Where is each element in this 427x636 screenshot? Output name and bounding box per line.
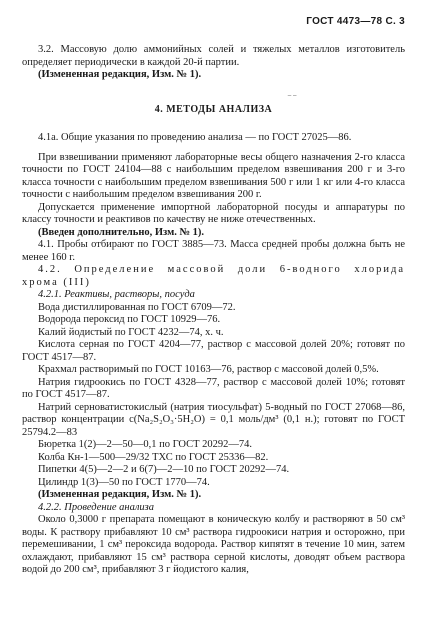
subsection-heading: 4.2. Определение массовой доли 6-водного хлорида хрома (III) [22,264,405,288]
section-title: 4. МЕТОДЫ АНАЛИЗА [154,103,273,115]
equipment-item: Бюретка 1(2)—2—50—0,1 по ГОСТ 20292—74. [38,439,253,450]
equipment-item: Колба Кн-1—500—29/32 ТХС по ГОСТ 25336—82. [38,451,269,463]
page-header: ГОСТ 4473—78 С. 3 [306,16,405,27]
reagent-item: Вода дистиллированная по ГОСТ 6709—72. [38,301,236,313]
reagent-item: Кислота серная по ГОСТ 4204—77, раствор с массовой долей 20%; готовят по ГОСТ 4517—87. [22,339,405,363]
paragraph: 4.1а. Общие указания по проведению анализа — по ГОСТ 27025—86. [38,132,352,143]
margin-mark: ‾ ‾ [288,95,297,105]
reagent-item: Крахмал растворимый по ГОСТ 10163—76, раствор с массовой долей 0,5%. [38,364,379,375]
paragraph: 4.1. Пробы отбирают по ГОСТ 3885—73. Масса средней пробы должна быть не менее 160 г. [22,239,405,263]
reagent-item: Калий йодистый по ГОСТ 4232—74, х. ч. [38,326,224,338]
paragraph: При взвешивании применяют лабораторные весы общего назначения 2-го класса точности по ГОСТ 24104—88 с наибольшим пределом взвешивания 200 г и 3-го класса точности с наибольшим пределом взвешивания 500 г или 1 кг или 4-го класса точности с наибольшим пределом взвешивания 200 г. [22,151,405,200]
reagent-item: Водорода пероксид по ГОСТ 10929—76. [38,314,221,325]
equipment-item: Пипетки 4(5)—2—2 и 6(7)—2—10 по ГОСТ 20292—74. [38,464,290,475]
paragraph: Допускается применение импортной лабораторной посуды и аппаратуры по классу точности и реактивов по качеству не ниже отечественных. [22,201,405,225]
subsection-heading: 4.2.2. Проведение анализа [38,501,155,513]
change-note: (Введен дополнительно, Изм. № 1). [38,226,205,238]
reagent-item: Натрий серноватистокислый (натрия тиосульфат) 5-водный по ГОСТ 27068—86, раствор концентрации с(Na₂S₂O₃·5H₂O) = 0,1 моль/дм³ (0,1 н.); готовят по ГОСТ 25794.2—83 [22,401,405,438]
document-body [22,44,405,577]
reagent-item: Натрия гидроокись по ГОСТ 4328—77, раствор с массовой долей 10%; готовят по ГОСТ 4517—87. [22,376,405,400]
equipment-item: Цилиндр 1(3)—50 по ГОСТ 1770—74. [38,476,210,488]
change-note: (Измененная редакция, Изм. № 1). [38,489,202,500]
paragraph: Около 0,3000 г препарата помещают в коническую колбу и растворяют в 50 см³ воды. К раствору прибавляют 10 см³ раствора гидроокиси натрия и осторожно, при перемешивании, 1 см³ пероксида водорода. Раствор кипятят в течение 10 мин, затем охлаждают, прибавляют 15 см³ раствора серной кислоты, доводят объем раствора водой до 200 см³, прибавляют 3 г йодистого калия, [22,514,405,575]
paragraph: 3.2. Массовую долю аммонийных солей и тяжелых металлов изготовитель определяет периодически в каждой 20-й партии. [22,44,405,68]
change-note: (Измененная редакция, Изм. № 1). [38,69,202,80]
subsection-heading: 4.2.1. Реактивы, растворы, посуда [38,289,195,300]
